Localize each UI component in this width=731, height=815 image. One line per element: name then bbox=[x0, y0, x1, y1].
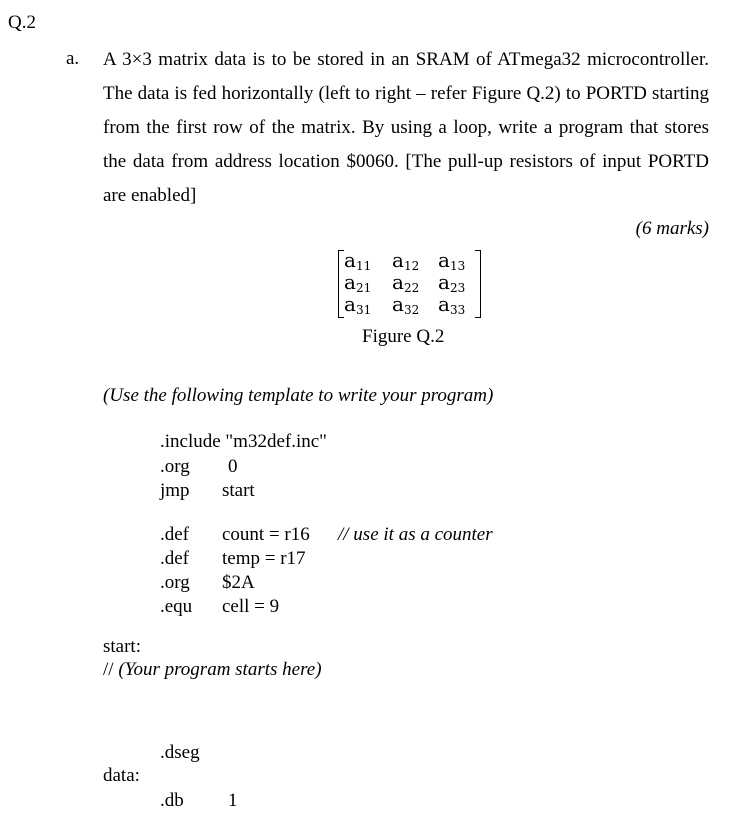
code-start-label: start: bbox=[103, 636, 141, 657]
question-text: A 3×3 matrix data is to be stored in an SRAM of ATmega32 microcontroller. The data is fed horizontally (left to right – refer Figure Q.2) to PORTD starting from the first row of the matrix. By using a loop, write a program that stores the data from address location $0060. [The pull-up resistors of input PORTD are enabled] bbox=[103, 49, 709, 206]
matrix-cell-a13: $a_{13}$ bbox=[438, 248, 466, 273]
code-def1-value: count = r16 bbox=[222, 524, 310, 545]
matrix-cell-a31: $a_{31}$ bbox=[344, 292, 372, 317]
code-db-value: 1 bbox=[228, 790, 238, 811]
question-number: Q.2 bbox=[8, 12, 36, 33]
code-org2-value: $2A bbox=[222, 572, 255, 593]
code-equ-value: cell = 9 bbox=[222, 596, 280, 617]
code-org1-directive: .org bbox=[160, 456, 190, 477]
code-def1-directive: .def bbox=[160, 524, 190, 545]
code-org2-directive: .org bbox=[160, 572, 190, 593]
matrix-figure bbox=[336, 248, 483, 320]
code-jmp-directive: jmp bbox=[160, 480, 190, 501]
code-dseg: .dseg bbox=[160, 742, 200, 763]
code-include: .include "m32def.inc" bbox=[160, 431, 327, 452]
code-def1-comment: // use it as a counter bbox=[338, 524, 493, 545]
code-jmp-value: start bbox=[222, 480, 255, 501]
code-def2-directive: .def bbox=[160, 548, 190, 569]
code-data-label: data: bbox=[103, 765, 140, 786]
matrix-cell-a32: $a_{32}$ bbox=[392, 292, 420, 317]
template-note: (Use the following template to write your program) bbox=[103, 385, 494, 406]
matrix-cell-a11: $a_{11}$ bbox=[344, 248, 372, 273]
part-label: a. bbox=[66, 48, 80, 69]
code-equ-directive: .equ bbox=[160, 596, 193, 617]
matrix-cell-a21: $a_{21}$ bbox=[344, 270, 372, 295]
marks-label: (6 marks) bbox=[635, 218, 709, 239]
matrix-cell-a23: $a_{23}$ bbox=[438, 270, 466, 295]
matrix-cell-a33: $a_{33}$ bbox=[438, 292, 466, 317]
code-org1-value: 0 bbox=[228, 456, 238, 477]
code-def2-value: temp = r17 bbox=[222, 548, 306, 569]
code-db-directive: .db bbox=[160, 790, 184, 811]
matrix-cell-a12: $a_{12}$ bbox=[392, 248, 420, 273]
figure-caption: Figure Q.2 bbox=[362, 326, 445, 347]
matrix-cell-a22: $a_{22}$ bbox=[392, 270, 420, 295]
matrix-right-bracket bbox=[475, 250, 481, 318]
code-start-comment: // (Your program starts here) bbox=[103, 659, 322, 680]
